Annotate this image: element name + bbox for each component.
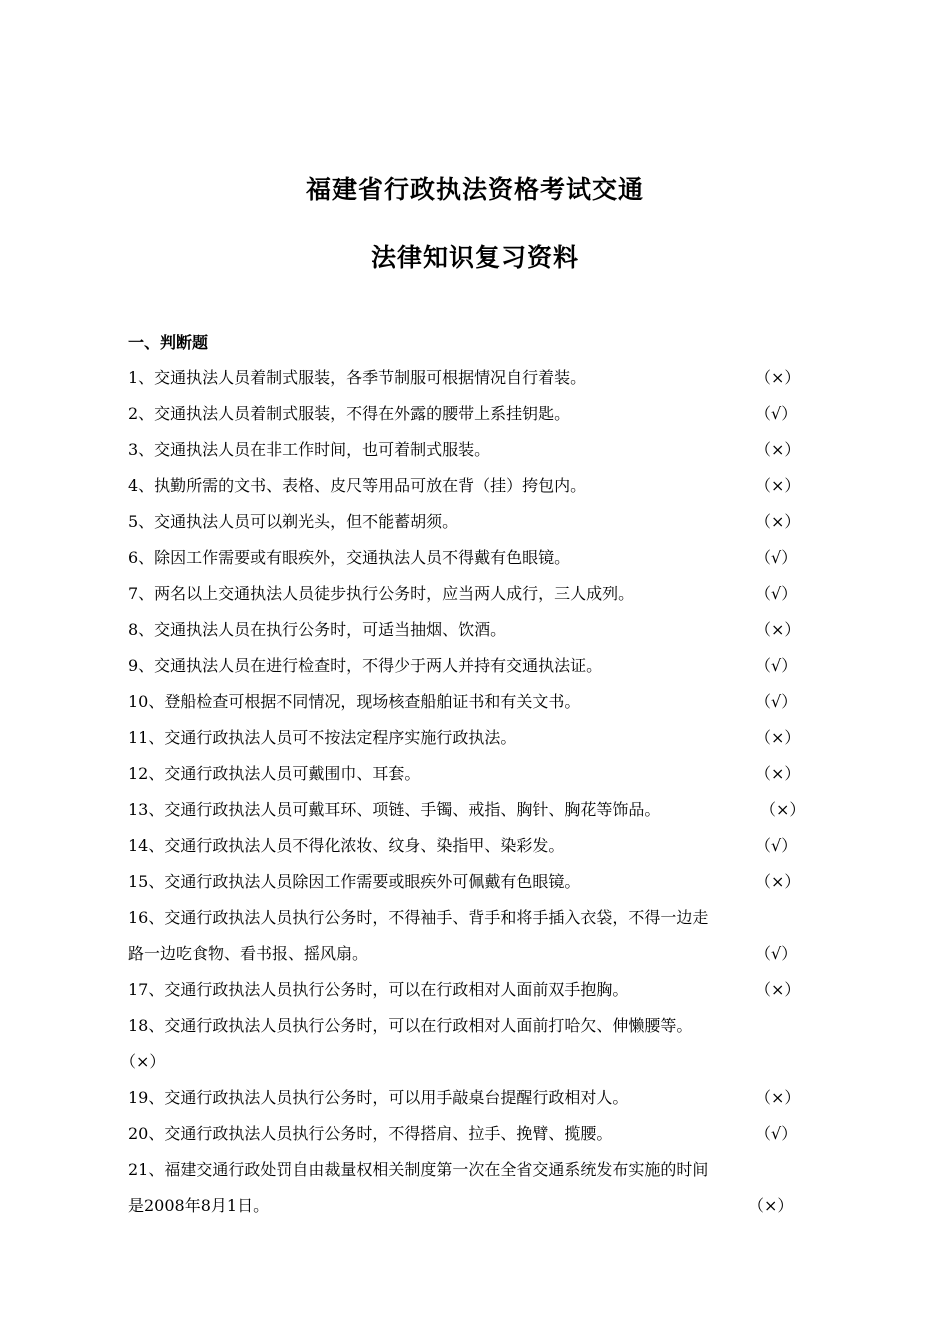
document-title-line-2: 法律知识复习资料 [370,243,579,272]
question-text: 17、交通行政执法人员执行公务时，可以在行政相对人面前双手抱胸。 [128,980,629,999]
answer-mark: （×） [755,764,801,783]
answer-mark: （×） [755,728,801,747]
question-text: 10、登船检查可根据不同情况，现场核查船舶证书和有关文书。 [128,692,581,711]
answer-mark: （×） [755,1088,801,1107]
question-text: 4、执勤所需的文书、表格、皮尺等用品可放在背（挂）挎包内。 [128,476,587,495]
question-text: 2、交通执法人员着制式服装，不得在外露的腰带上系挂钥匙。 [128,404,571,423]
question-text: 6、除因工作需要或有眼疾外，交通执法人员不得戴有色眼镜。 [128,548,571,567]
question-text: 18、交通行政执法人员执行公务时，可以在行政相对人面前打哈欠、伸懒腰等。 [128,1016,693,1035]
section-heading: 一、判断题 [128,333,209,352]
question-text: 14、交通行政执法人员不得化浓妆、纹身、染指甲、染彩发。 [128,836,565,855]
question-text: 20、交通行政执法人员执行公务时，不得搭肩、拉手、挽臂、揽腰。 [128,1124,613,1143]
answer-mark: （×） [755,980,801,999]
answer-mark: （√） [755,692,798,711]
question-text: 12、交通行政执法人员可戴围巾、耳套。 [128,764,421,783]
document-title-line-1: 福建省行政执法资格考试交通 [305,175,644,204]
answer-mark: （√） [755,404,798,423]
answer-mark: （√） [755,548,798,567]
question-text: 9、交通执法人员在进行检查时，不得少于两人并持有交通执法证。 [128,656,603,675]
question-text: 13、交通行政执法人员可戴耳环、项链、手镯、戒指、胸针、胸花等饰品。 [128,800,661,819]
answer-mark: （×） [755,620,801,639]
question-text: 5、交通执法人员可以剃光头，但不能蓄胡须。 [128,512,459,531]
question-text: 8、交通执法人员在执行公务时，可适当抽烟、饮酒。 [128,620,507,639]
question-text: 16、交通行政执法人员执行公务时，不得袖手、背手和将手插入衣袋，不得一边走 [128,908,709,927]
answer-mark: （√） [755,584,798,603]
question-text: 15、交通行政执法人员除因工作需要或眼疾外可佩戴有色眼镜。 [128,872,581,891]
answer-mark: （×） [755,368,801,387]
answer-mark: （×） [755,440,801,459]
answer-mark: （×） [748,1196,794,1215]
answer-mark: （×） [760,800,806,819]
question-text-continued: 路一边吃食物、看书报、摇风扇。 [128,944,369,963]
question-text: 3、交通执法人员在非工作时间，也可着制式服装。 [128,440,491,459]
question-text-continued: 是2008年8月1日。 [128,1196,270,1215]
question-text: 11、交通行政执法人员可不按法定程序实施行政执法。 [128,728,517,747]
answer-mark: （×） [755,476,801,495]
answer-mark: （√） [755,836,798,855]
question-text: 21、福建交通行政处罚自由裁量权相关制度第一次在全省交通系统发布实施的时间 [128,1160,709,1179]
question-text: 1、交通执法人员着制式服装，各季节制服可根据情况自行着装。 [128,368,587,387]
answer-mark: （×） [755,512,801,531]
answer-mark: （√） [755,944,798,963]
answer-mark: （√） [755,656,798,675]
question-text: 19、交通行政执法人员执行公务时，可以用手敲桌台提醒行政相对人。 [128,1088,629,1107]
answer-mark: （×） [755,872,801,891]
answer-mark: （√） [755,1124,798,1143]
question-text: 7、两名以上交通执法人员徒步执行公务时，应当两人成行，三人成列。 [128,584,635,603]
answer-mark: （×） [120,1052,166,1071]
